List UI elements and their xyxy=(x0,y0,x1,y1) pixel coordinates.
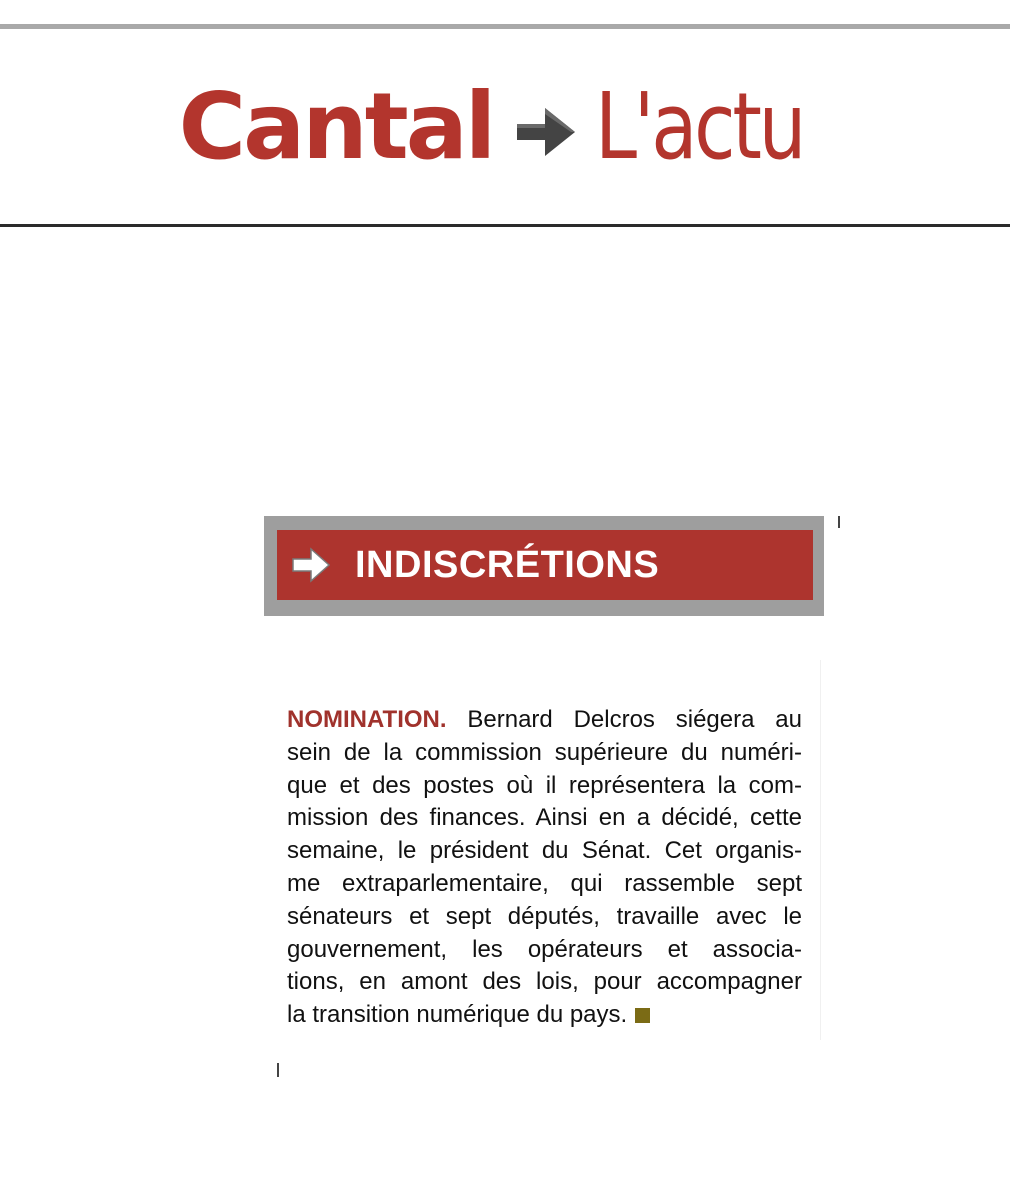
article-line: mission des finances. Ainsi en a décidé, cette xyxy=(287,804,802,832)
article-line-text: la transition numérique du pays. xyxy=(287,1001,628,1029)
masthead-section-name: Cantal xyxy=(178,73,494,180)
masthead-subsection-name: L'actu xyxy=(595,73,804,180)
section-banner xyxy=(277,530,813,600)
article-line: sein de la commission supérieure du numéri- xyxy=(287,738,802,766)
right-arrow-icon xyxy=(515,104,577,160)
article-line: sénateurs et sept députés, travaille avec le xyxy=(287,902,802,930)
masthead xyxy=(0,62,1010,192)
article-line xyxy=(287,704,802,737)
article-line: que et des postes où il représentera la com- xyxy=(287,771,802,799)
end-square-icon xyxy=(635,1008,650,1023)
article-line-text: Bernard Delcros siégera au xyxy=(446,706,802,733)
crop-mark xyxy=(838,516,840,528)
crop-mark xyxy=(277,1063,279,1077)
top-rule xyxy=(0,24,1010,29)
article-line: me extraparlementaire, qui rassemble sept xyxy=(287,869,802,897)
right-arrow-icon xyxy=(289,545,333,585)
article-line: gouvernement, les opérateurs et associa- xyxy=(287,935,802,963)
article-line: semaine, le président du Sénat. Cet organis- xyxy=(287,837,802,865)
article-body xyxy=(287,704,802,1032)
article-kicker: NOMINATION. xyxy=(287,706,447,733)
masthead-rule xyxy=(0,224,1010,227)
article-line-last xyxy=(287,999,802,1032)
article-line: tions, en amont des lois, pour accompagner xyxy=(287,968,802,996)
section-title: INDISCRÉTIONS xyxy=(355,543,660,586)
column-guide xyxy=(820,660,821,1040)
